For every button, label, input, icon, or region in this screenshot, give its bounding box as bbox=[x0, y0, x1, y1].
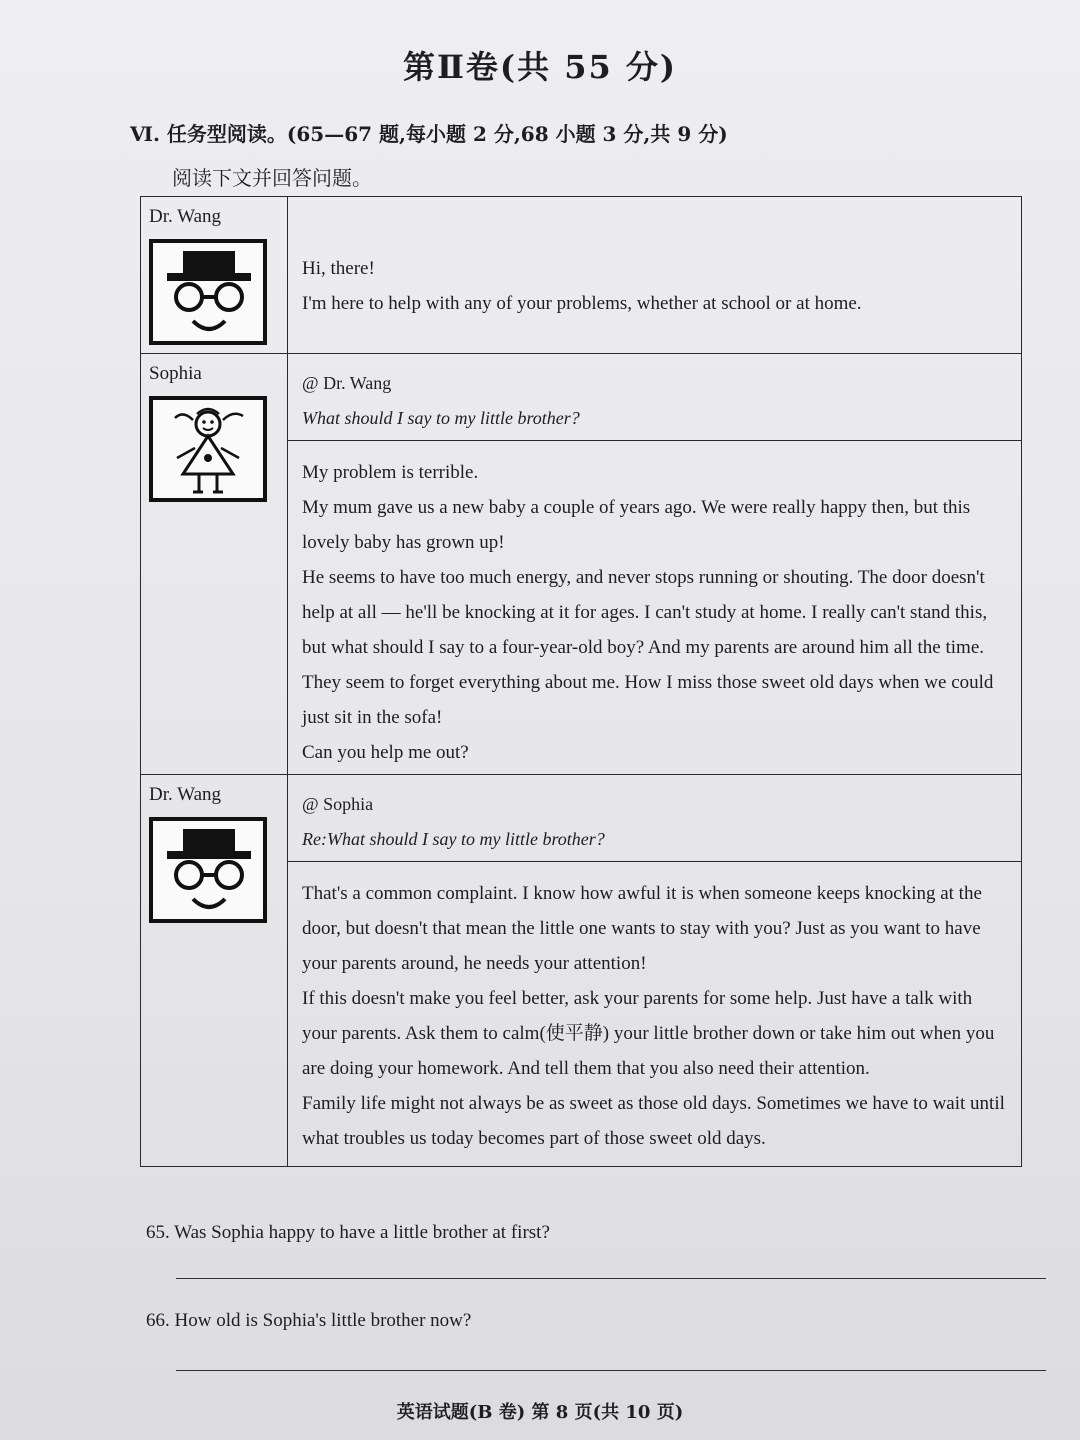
intro-line: I'm here to help with any of your problems, whether at school or at home. bbox=[302, 293, 862, 314]
post-subject bbox=[302, 822, 1009, 857]
author-cell bbox=[141, 197, 288, 354]
paragraph: If this doesn't make you feel better, ask your parents for some help. Just have a talk with your parents. Ask them to calm(使平静) your little brother down or take him out when you are doing your homework. And tell them that you also need their attention. bbox=[302, 988, 995, 1079]
post-dr-wang-reply bbox=[141, 775, 1022, 862]
hat-glasses-face-icon bbox=[149, 239, 267, 345]
message-cell bbox=[288, 441, 1022, 775]
greeting-line: Hi, there! bbox=[302, 258, 375, 279]
forum-table bbox=[140, 196, 1022, 1167]
author-name: Dr. Wang bbox=[149, 784, 222, 805]
reply-mention: @ Sophia bbox=[302, 794, 374, 814]
answer-line-66[interactable] bbox=[176, 1370, 1046, 1371]
hat-glasses-face-icon bbox=[149, 817, 267, 923]
girl-drawing-icon bbox=[149, 396, 267, 502]
post-sophia bbox=[141, 354, 1022, 441]
paragraph: He seems to have too much energy, and never stops running or shouting. The door doesn't help at all — he'll be knocking at it for ages. I can't study at home. I really can't stand this, but what should I say to a four-year-old boy? And my parents are around him all the time. They seem to forget everything about me. How I miss those sweet old days when we could just sit in the sofa! bbox=[302, 567, 994, 728]
author-cell bbox=[141, 354, 288, 775]
message-cell bbox=[288, 862, 1022, 1167]
question-65: 65. Was Sophia happy to have a little brother at first? bbox=[146, 1222, 550, 1243]
part-title: 第Ⅱ卷(共 55 分) bbox=[402, 48, 678, 86]
answer-line-65[interactable] bbox=[176, 1278, 1046, 1279]
subject-text: What should I say to my little brother? bbox=[326, 829, 605, 849]
author-name: Dr. Wang bbox=[149, 206, 222, 227]
reply-prefix: Re: bbox=[302, 829, 327, 849]
post-subject: What should I say to my little brother? bbox=[302, 408, 580, 428]
subject-cell bbox=[288, 354, 1022, 441]
question-66: 66. How old is Sophia's little brother now? bbox=[146, 1310, 472, 1331]
page-footer: 英语试题(B 卷) 第 8 页(共 10 页) bbox=[396, 1402, 684, 1423]
post-dr-wang-greeting bbox=[141, 197, 1022, 354]
section-instruction: 阅读下文并回答问题。 bbox=[172, 166, 372, 190]
paragraph: Family life might not always be as sweet as those old days. Sometimes we have to wait until what troubles us today becomes part of those sweet old days. bbox=[302, 1093, 1005, 1149]
subject-cell bbox=[288, 775, 1022, 862]
paragraph: That's a common complaint. I know how awful it is when someone keeps knocking at the door, but doesn't that mean the little one wants to stay with you? Just as you want to have your parents around, he needs your attention! bbox=[302, 883, 982, 974]
message-cell bbox=[288, 197, 1022, 354]
paragraph: My mum gave us a new baby a couple of years ago. We were really happy then, but this lovely baby has grown up! bbox=[302, 497, 971, 553]
paragraph: My problem is terrible. bbox=[302, 462, 479, 483]
paragraph: Can you help me out? bbox=[302, 742, 469, 763]
author-name: Sophia bbox=[149, 363, 202, 384]
section-heading: Ⅵ. 任务型阅读。(65—67 题,每小题 2 分,68 小题 3 分,共 9 分) bbox=[130, 122, 728, 146]
author-cell bbox=[141, 775, 288, 1167]
reply-mention: @ Dr. Wang bbox=[302, 373, 392, 393]
